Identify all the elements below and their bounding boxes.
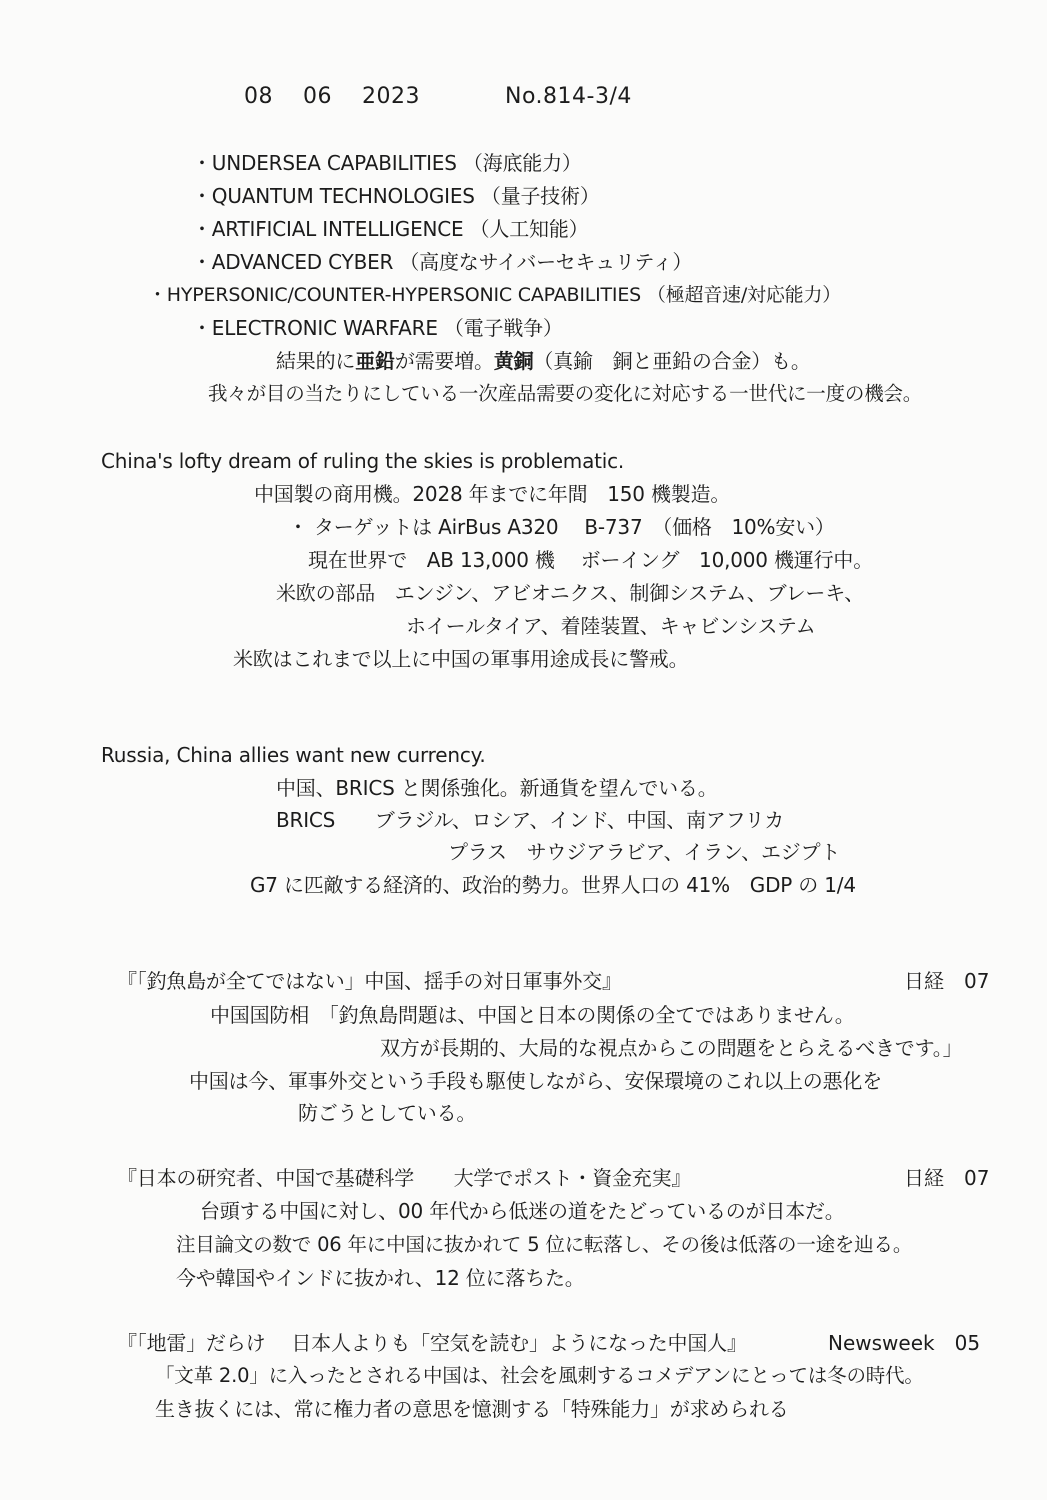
- capability-item: ・QUANTUM TECHNOLOGIES （量子技術）: [192, 184, 600, 208]
- article-source: 日経 07: [904, 969, 990, 993]
- currency-line: BRICS ブラジル、ロシア、インド、中国、南アフリカ: [276, 808, 785, 832]
- section-title-currency: Russia, China allies want new currency.: [101, 743, 486, 767]
- zinc-line: [276, 348, 811, 374]
- currency-line: プラス サウジアラビア、イラン、エジプト: [448, 840, 841, 864]
- zinc-bold-brass: 黄銅: [493, 349, 534, 373]
- section-title-china-skies: China's lofty dream of ruling the skies is problematic.: [101, 449, 625, 473]
- china-skies-line: ・ ターゲットは AirBus A320 B-737 （価格 10%安い）: [288, 515, 835, 539]
- issue-number: No.814-3/4: [505, 84, 632, 109]
- china-skies-line: 米欧の部品 エンジン、アビオニクス、制御システム、ブレーキ、: [276, 581, 864, 605]
- article-line: 注目論文の数で 06 年に中国に抜かれて 5 位に転落し、その後は低落の一途を辿る。: [176, 1233, 913, 1256]
- capability-item: ・ELECTRONIC WARFARE （電子戦争）: [192, 316, 563, 340]
- currency-line: 中国、BRICS と関係強化。新通貨を望んでいる。: [276, 776, 718, 800]
- article-line: 中国は今、軍事外交という手段も駆使しながら、安保環境のこれ以上の悪化を: [189, 1069, 882, 1093]
- china-skies-line: 米欧はこれまで以上に中国の軍事用途成長に警戒。: [233, 647, 689, 671]
- article-line: 生き抜くには、常に権力者の意思を憶測する「特殊能力」が求められる: [155, 1397, 789, 1421]
- article-line: 今や韓国やインドに抜かれ、12 位に落ちた。: [176, 1266, 585, 1290]
- article-line: 防ごうとしている。: [298, 1101, 477, 1125]
- capability-item: ・ADVANCED CYBER （高度なサイバーセキュリティ）: [192, 250, 693, 274]
- zinc-bold-zinc: 亜鉛: [355, 349, 395, 373]
- zinc-mid: が需要増。: [394, 349, 494, 373]
- header-date: [244, 84, 420, 110]
- date-day: 08: [244, 84, 273, 109]
- capability-item: ・UNDERSEA CAPABILITIES （海底能力）: [192, 151, 582, 175]
- china-skies-line: ホイールタイア、着陸装置、キャビンシステム: [406, 614, 816, 638]
- zinc-pre: 結果的に: [276, 349, 356, 373]
- date-month: 06: [302, 84, 332, 109]
- article-line: 「文革 2.0」に入ったとされる中国は、社会を風刺するコメデアンにとっては冬の時代。: [155, 1364, 924, 1387]
- china-skies-line: 現在世界で AB 13,000 機 ボーイング 10,000 機運行中。: [308, 548, 873, 572]
- date-year: 2023: [361, 84, 420, 109]
- article-line: 双方が長期的、大局的な視点からこの問題をとらえるべきです。」: [380, 1036, 963, 1060]
- article-title: 『「釣魚島が全てではない」中国、揺手の対日軍事外交』: [117, 969, 622, 993]
- currency-line: G7 に匹敵する経済的、政治的勢力。世界人口の 41% GDP の 1/4: [250, 873, 856, 897]
- article-title: 『日本の研究者、中国で基礎科学 大学でポスト・資金充実』: [117, 1166, 692, 1190]
- article-title: 『「地雷」だらけ 日本人よりも「空気を読む」ようになった中国人』: [117, 1331, 747, 1355]
- capability-item: ・HYPERSONIC/COUNTER-HYPERSONIC CAPABILITIES （極超音速/対応能力）: [148, 284, 842, 306]
- article-line: 中国国防相 「釣魚島問題は、中国と日本の関係の全てではありません。: [210, 1003, 855, 1027]
- capability-item: ・ARTIFICIAL INTELLIGENCE （人工知能）: [192, 217, 589, 241]
- zinc-line-2: 我々が目の当たりにしている一次産品需要の変化に対応する一世代に一度の機会。: [208, 382, 923, 405]
- china-skies-line: 中国製の商用機。2028 年までに年間 150 機製造。: [254, 482, 731, 506]
- zinc-post: （真鍮 銅と亜鉛の合金）も。: [533, 349, 811, 373]
- article-line: 台頭する中国に対し、00 年代から低迷の道をたどっているのが日本だ。: [200, 1199, 845, 1223]
- article-source: 日経 07: [904, 1166, 990, 1190]
- article-source: Newsweek 05: [828, 1331, 981, 1355]
